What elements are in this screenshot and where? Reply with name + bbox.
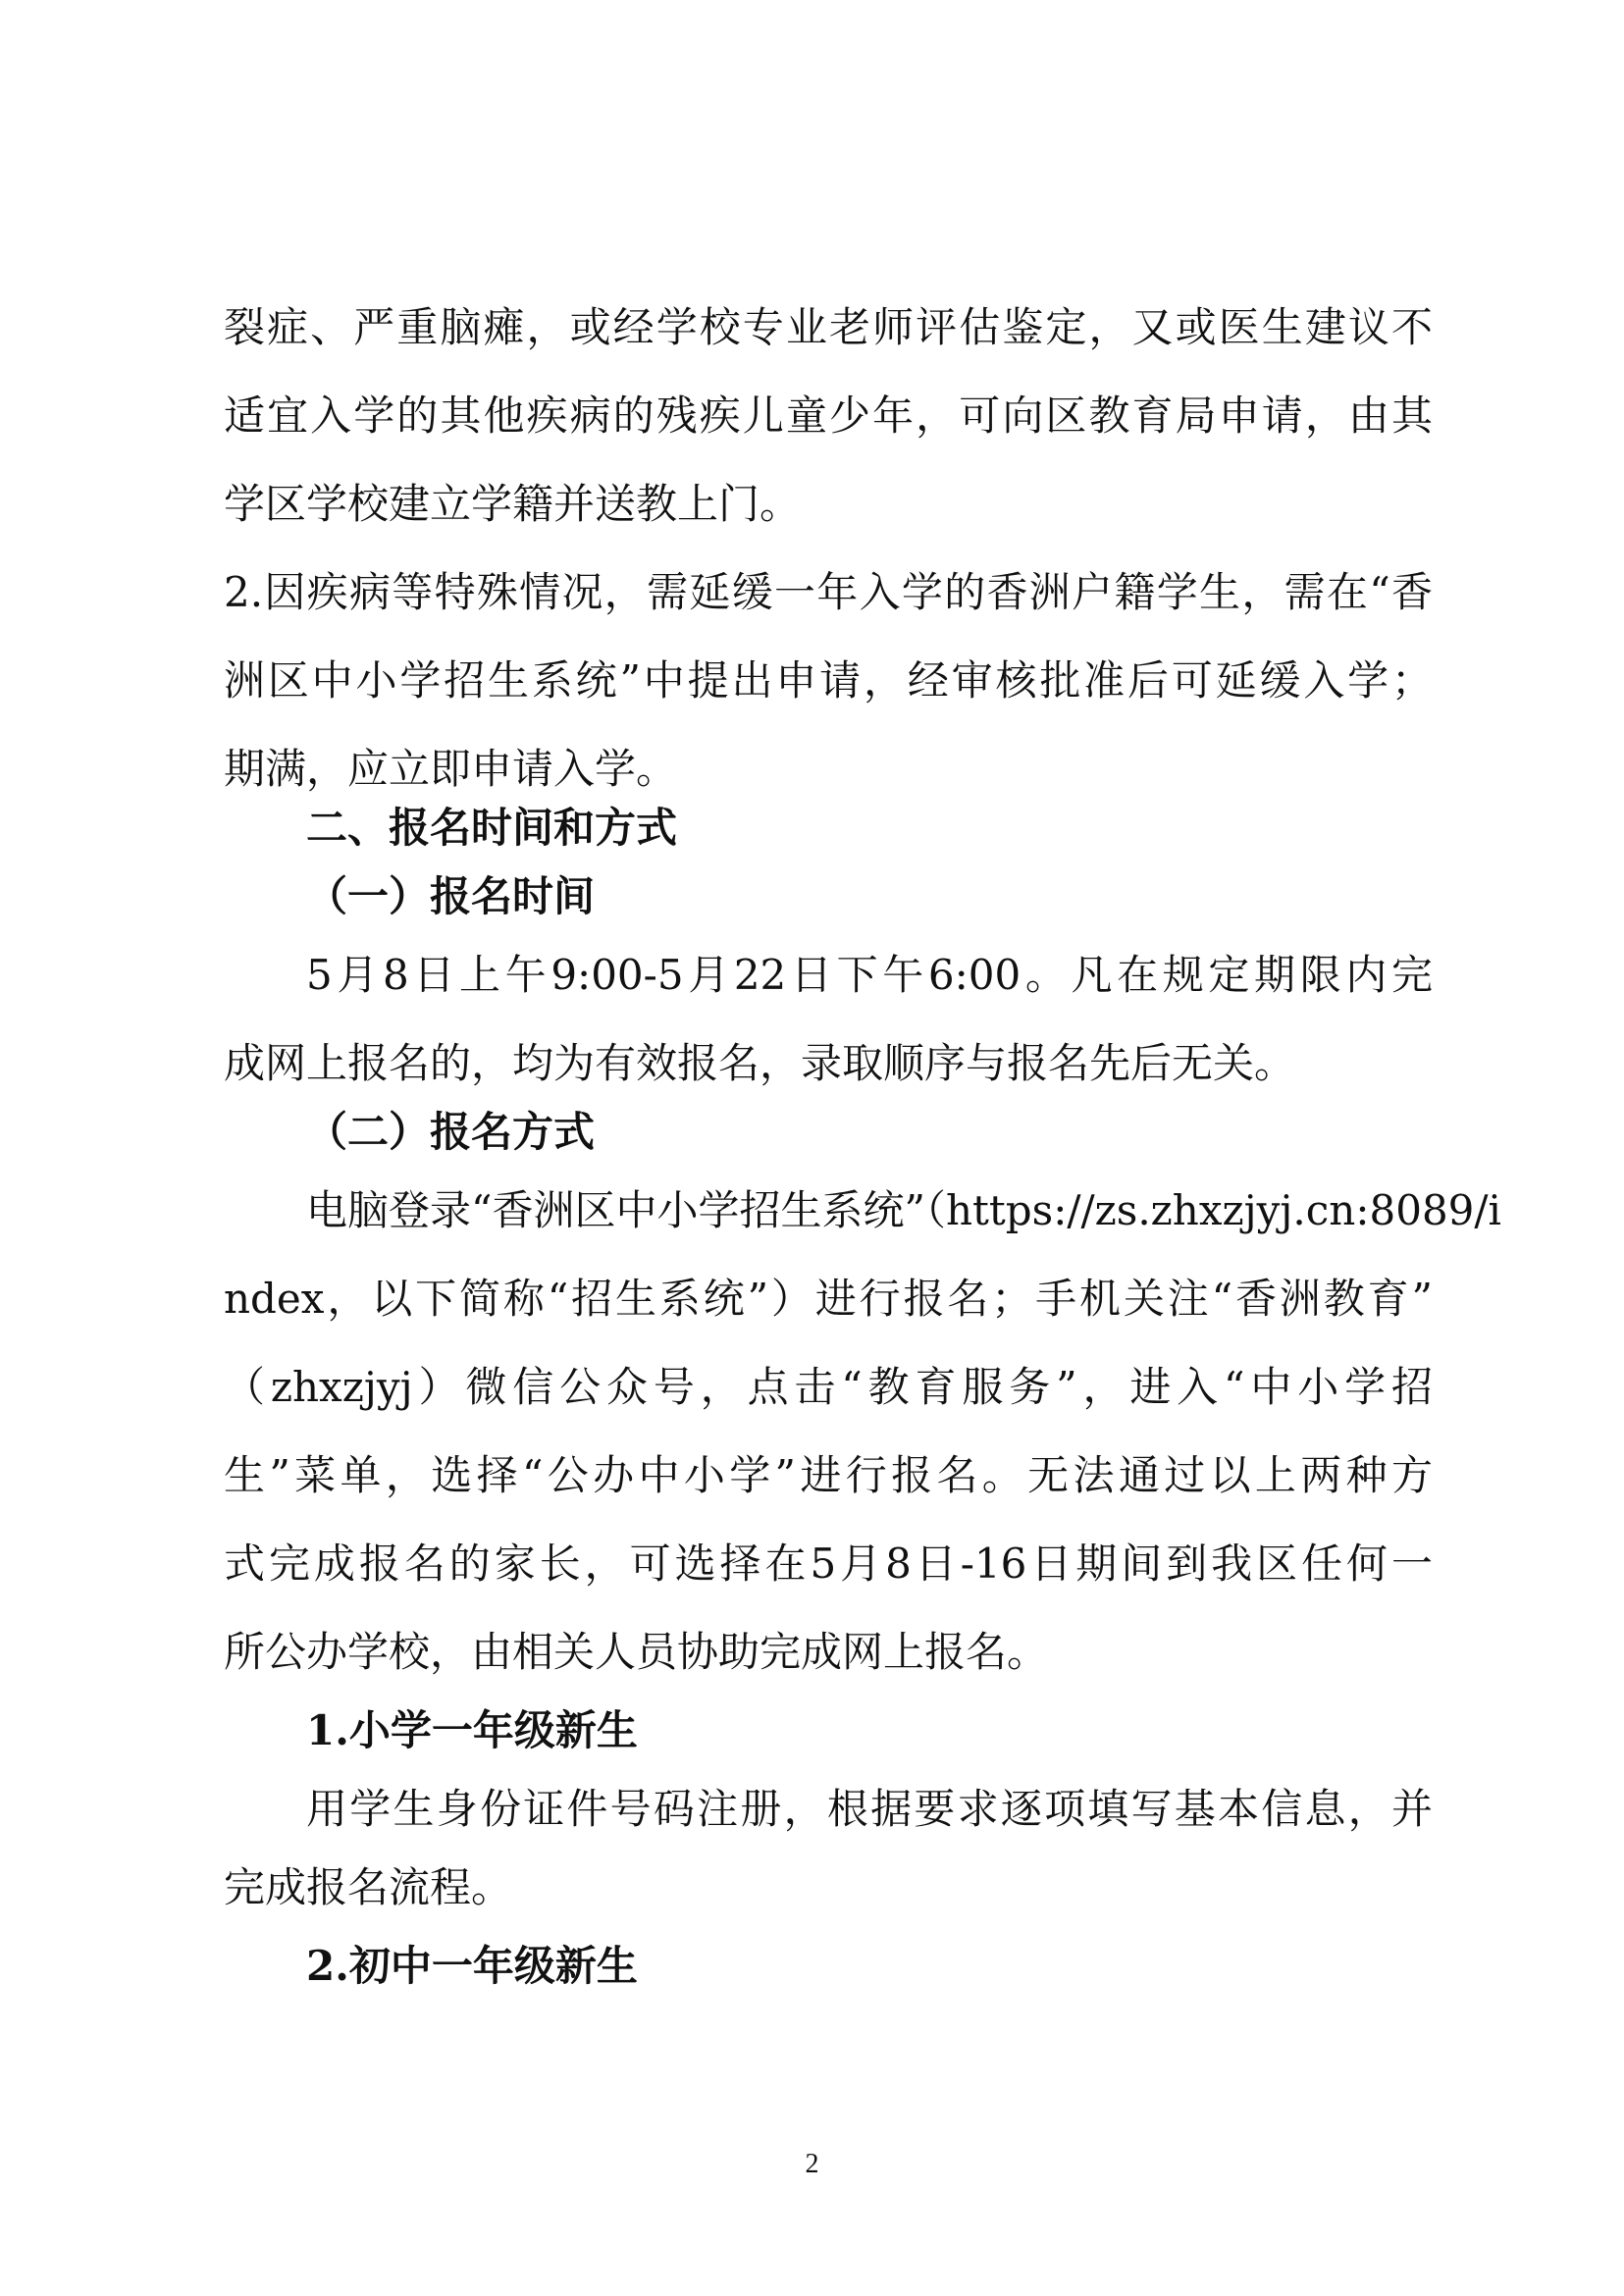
paragraph-line: 期满，应立即申请入学。 <box>224 745 678 793</box>
subsection-heading: 2.初中一年级新生 <box>306 1942 638 1990</box>
paragraph-line: 成网上报名的，均为有效报名，录取顺序与报名先后无关。 <box>224 1039 1296 1087</box>
paragraph-line: 完成报名流程。 <box>224 1863 513 1911</box>
section-heading: 二、报名时间和方式 <box>306 804 678 852</box>
paragraph-line: 学区学校建立学籍并送教上门。 <box>224 480 802 528</box>
paragraph-line: 式完成报名的家长，可选择在5月8日-16日期间到我区任何一 <box>224 1539 1433 1588</box>
paragraph-line: 洲区中小学招生系统”中提出申请，经审核批准后可延缓入学； <box>224 656 1433 704</box>
paragraph-line: 用学生身份证件号码注册，根据要求逐项填写基本信息，并 <box>306 1785 1433 1833</box>
paragraph-line: 电脑登录“香洲区中小学招生系统”（https://zs.zhxzjyj.cn:8089/i <box>306 1186 1501 1234</box>
paragraph-line: 5月8日上午9:00-5月22日下午6:00。凡在规定期限内完 <box>306 951 1433 999</box>
paragraph-line: 裂症、严重脑瘫，或经学校专业老师评估鉴定，又或医生建议不 <box>224 303 1433 351</box>
subsection-heading: （一）报名时间 <box>306 872 596 920</box>
page-number: 2 <box>805 2149 819 2179</box>
paragraph-line: 生”菜单，选择“公办中小学”进行报名。无法通过以上两种方 <box>224 1451 1433 1499</box>
paragraph-line: ndex，以下简称“招生系统”）进行报名；手机关注“香洲教育” <box>224 1275 1433 1323</box>
paragraph-line: 2.因疾病等特殊情况，需延缓一年入学的香洲户籍学生，需在“香 <box>224 568 1433 616</box>
paragraph-line: （zhxzjyj）微信公众号，点击“教育服务”，进入“中小学招 <box>224 1363 1433 1411</box>
paragraph-line: 适宜入学的其他疾病的残疾儿童少年，可向区教育局申请，由其 <box>224 391 1433 440</box>
subsection-heading: （二）报名方式 <box>306 1108 596 1156</box>
paragraph-line: 所公办学校，由相关人员协助完成网上报名。 <box>224 1628 1049 1676</box>
subsection-heading: 1.小学一年级新生 <box>306 1706 638 1754</box>
